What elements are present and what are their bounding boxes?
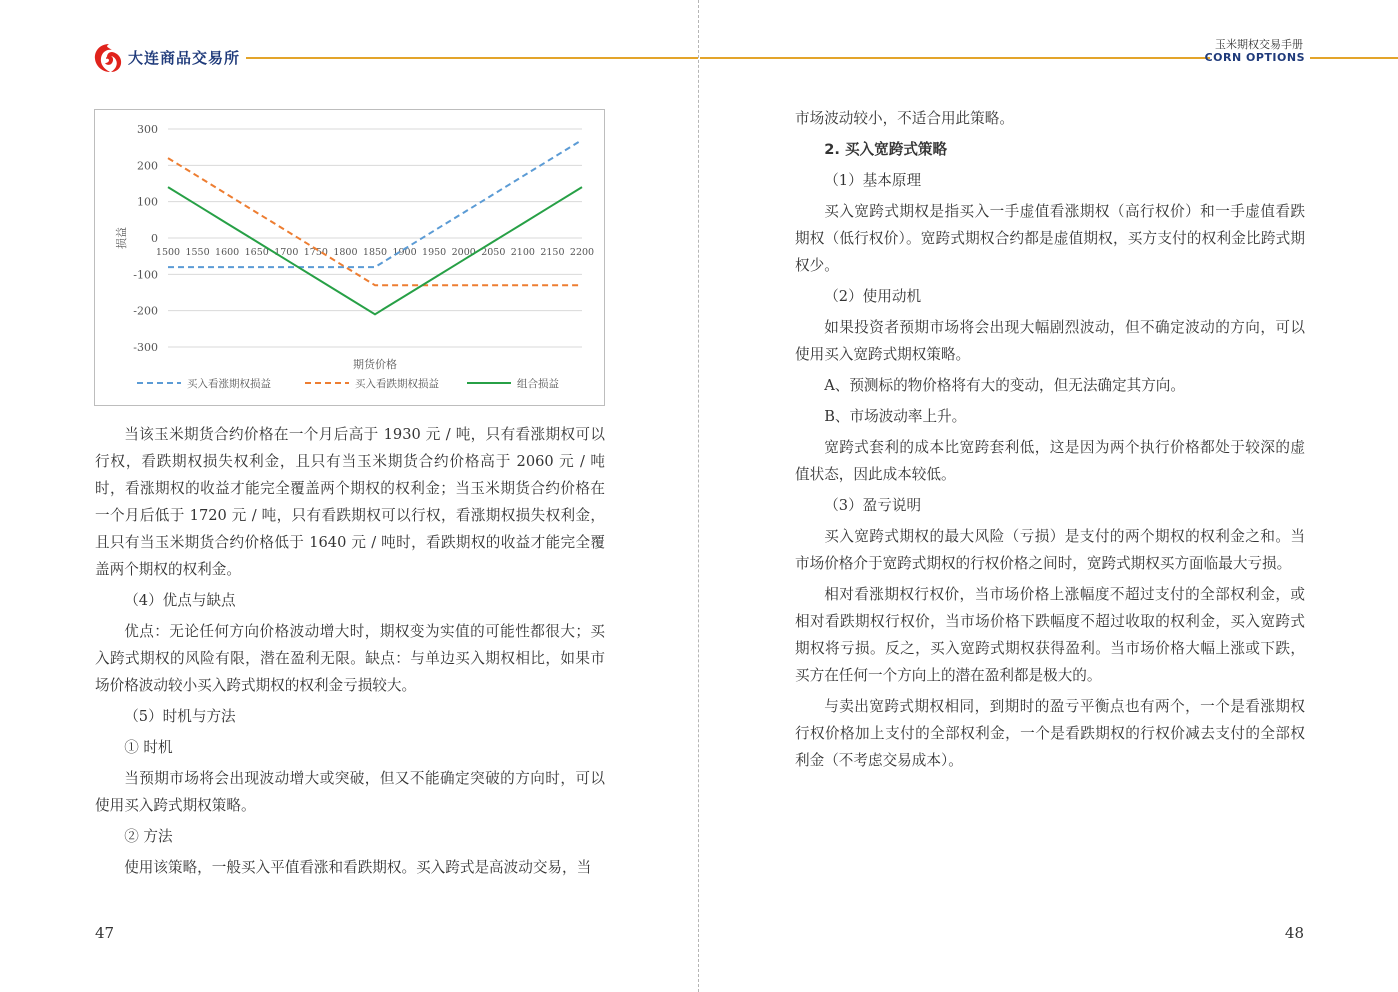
legend-label: 买入看跌期权损益 — [355, 378, 439, 390]
section-heading: （5）时机与方法 — [124, 708, 236, 725]
legend-label: 买入看涨期权损益 — [187, 378, 271, 390]
paragraph: 与卖出宽跨式期权相同，到期时的盈亏平衡点也有两个，一个是看涨期权行权价格加上支付的全部权利金，一个是看跌期权的行权价减去支付的全部权利金（不考虑交易成本）。 — [795, 698, 1305, 769]
page-number-left: 47 — [95, 924, 115, 942]
left-page-body — [95, 421, 605, 885]
x-tick-label: 2200 — [569, 247, 595, 258]
section-heading: （3）盈亏说明 — [824, 497, 922, 514]
payoff-chart-svg — [95, 110, 604, 405]
subsection-heading: ① 时机 — [124, 739, 173, 756]
x-tick-label: 1700 — [274, 247, 299, 258]
y-tick-label: 300 — [137, 123, 158, 136]
section-heading: （1）基本原理 — [824, 172, 922, 189]
y-tick-label: 0 — [151, 232, 158, 245]
paragraph: 当该玉米期货合约价格在一个月后高于 1930 元 / 吨，只有看涨期权可以行权，看跌期权损失权利金，且只有当玉米期货合约价格高于 2060 元 / 吨时，看涨期权的收益才能完全覆盖两个期权的权利金；当玉米期货合约价格在一个月后低于 1720 元 / 吨，只有看跌期权可以行权，看涨期权损失权利金，且只有当玉米期货合约价格低于 1640 元 / 吨时，看跌期权的收益才能完全覆盖两个期权的权利金。 — [95, 426, 605, 578]
paragraph: 相对看涨期权行权价，当市场价格上涨幅度不超过支付的全部权利金，或相对看跌期权行权价，当市场价格下跌幅度不超过收取的权利金，买入宽跨式期权将亏损。反之，买入宽跨式期权获得盈利。当市场价格大幅上涨或下跌，买方在任何一个方向上的潜在盈利都是极大的。 — [795, 586, 1305, 684]
subsection-heading: ② 方法 — [124, 828, 173, 845]
x-tick-label: 1600 — [215, 247, 240, 258]
header-rule-right-tail — [1310, 57, 1398, 59]
y-tick-label: -200 — [133, 304, 158, 318]
legend-label: 组合损益 — [517, 378, 559, 390]
paragraph-continuation: 市场波动较小，不适合用此策略。 — [795, 110, 1014, 127]
x-tick-label: 1550 — [185, 247, 210, 258]
x-tick-label: 2050 — [481, 247, 506, 258]
paragraph: 宽跨式套利的成本比宽跨套利低，这是因为两个执行价格都处于较深的虚值状态，因此成本较低。 — [795, 439, 1305, 483]
book-title-en: CORN OPTIONS — [1204, 51, 1305, 64]
paragraph: 买入宽跨式期权的最大风险（亏损）是支付的两个期权的权利金之和。当市场价格介于宽跨式期权的行权价格之间时，宽跨式期权买方面临最大亏损。 — [795, 528, 1305, 572]
x-tick-label: 1750 — [303, 247, 328, 258]
paragraph: 如果投资者预期市场将会出现大幅剧烈波动，但不确定波动的方向，可以使用买入宽跨式期权策略。 — [795, 319, 1305, 363]
page-number-right: 48 — [1284, 924, 1304, 942]
x-tick-label: 1650 — [244, 247, 269, 258]
brand-name: 大连商品交易所 — [128, 49, 241, 67]
y-tick-label: 100 — [137, 195, 158, 209]
x-tick-label: 1850 — [362, 247, 388, 258]
page-fold-divider — [698, 0, 699, 992]
y-tick-label: -300 — [133, 341, 158, 354]
paragraph: 买入宽跨式期权是指买入一手虚值看涨期权（高行权价）和一手虚值看跌期权（低行权价）。宽跨式期权合约都是虚值期权，买方支付的权利金比跨式期权少。 — [795, 203, 1305, 274]
x-tick-label: 1900 — [392, 247, 417, 258]
y-tick-label: -100 — [133, 268, 158, 282]
x-tick-label: 2150 — [540, 247, 565, 258]
x-tick-label: 1500 — [155, 247, 181, 258]
section-heading: （4）优点与缺点 — [124, 592, 236, 609]
header-rule-left — [246, 57, 698, 59]
y-tick-label: 200 — [137, 159, 158, 173]
y-axis-title: 损益 — [115, 227, 128, 249]
section-heading: （2）使用动机 — [824, 288, 922, 305]
x-axis-title: 期货价格 — [353, 358, 397, 371]
section-title: 2. 买入宽跨式策略 — [824, 141, 948, 158]
dce-logo-icon — [92, 42, 126, 74]
payoff-chart — [94, 109, 605, 406]
paragraph: 当预期市场将会出现波动增大或突破，但又不能确定突破的方向时，可以使用买入跨式期权策略。 — [95, 770, 605, 814]
x-tick-label: 2100 — [510, 247, 535, 258]
x-tick-label: 1950 — [422, 247, 447, 258]
paragraph: 使用该策略，一般买入平值看涨和看跌期权。买入跨式是高波动交易，当 — [124, 859, 592, 876]
header-rule-right — [700, 57, 1210, 59]
list-item: A、预测标的物价格将有大的变动，但无法确定其方向。 — [824, 377, 1185, 394]
paragraph: 优点：无论任何方向价格波动增大时，期权变为实值的可能性都很大；买入跨式期权的风险有限，潜在盈利无限。缺点：与单边买入期权相比，如果市场价格波动较小买入跨式期权的权利金亏损较大。 — [95, 623, 605, 694]
x-tick-label: 1800 — [333, 247, 358, 258]
x-tick-label: 2000 — [451, 247, 476, 258]
book-title-cn: 玉米期权交易手册 — [1215, 38, 1303, 51]
right-page-body — [795, 105, 1305, 778]
list-item: B、市场波动率上升。 — [824, 408, 967, 425]
